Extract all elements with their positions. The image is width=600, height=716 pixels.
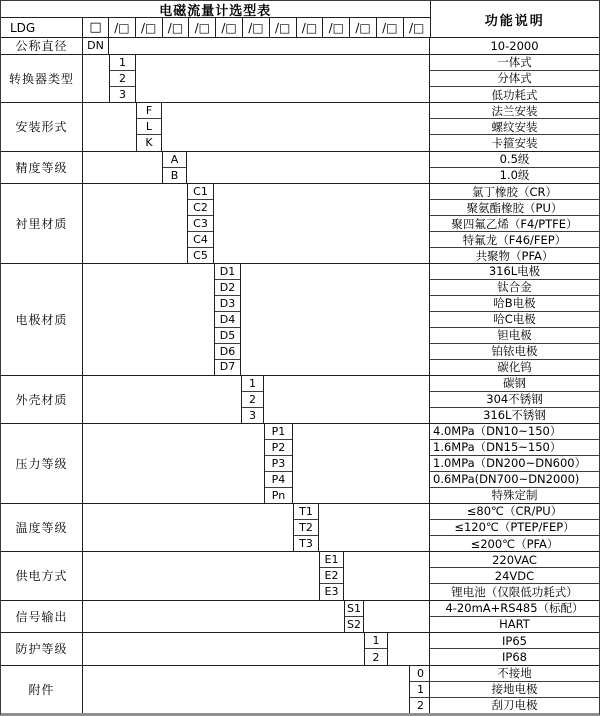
code-cell: C3 <box>188 216 213 232</box>
value-cell: 螺纹安装 <box>430 119 599 135</box>
code-cell: A <box>163 152 186 168</box>
code-cell: F <box>137 103 161 119</box>
section-installation <box>1 102 599 150</box>
value-cell: IP68 <box>502 650 527 665</box>
value-column <box>429 424 599 503</box>
value-cell: 氯丁橡胶（CR） <box>430 184 599 200</box>
value-cell: 0.6MPa(DN700~DN2000) <box>430 472 599 488</box>
section-signal-output <box>1 600 599 633</box>
code-slot: /□ <box>216 18 243 37</box>
category-label: 衬里材质 <box>1 184 83 263</box>
category-label: 转换器类型 <box>1 55 83 102</box>
value-cell: 聚氨酯橡胶（PU） <box>430 200 599 216</box>
filler <box>241 264 429 375</box>
value-cell: ≤200℃（PFA） <box>470 536 559 551</box>
value-cell: ≤80℃（CR/PU） <box>430 504 599 520</box>
value-cell: 4-20mA+RS485（标配） <box>430 601 599 617</box>
value-cell: 共聚物（PFA） <box>475 248 554 263</box>
value-cell: 一体式 <box>430 55 599 71</box>
spacer <box>83 55 109 102</box>
code-cell: 2 <box>242 392 263 408</box>
code-cell: 1 <box>410 682 431 698</box>
spacer <box>83 633 364 665</box>
section-lining-material <box>1 183 599 263</box>
code-cell: E1 <box>320 552 343 568</box>
spacer <box>83 152 162 184</box>
code-column <box>162 152 187 184</box>
band-grid <box>83 38 429 54</box>
value-cell: 钽电极 <box>430 328 599 344</box>
code-cell: D2 <box>215 280 240 296</box>
value-cell: IP65 <box>430 633 599 649</box>
code-cell: 3 <box>119 88 126 102</box>
code-column <box>136 103 162 150</box>
band-grid <box>83 666 429 713</box>
code-slot: /□ <box>377 18 404 37</box>
filler <box>364 601 429 633</box>
category-label: 电极材质 <box>1 264 83 375</box>
value-cell: 24VDC <box>430 568 599 584</box>
code-column <box>187 184 214 263</box>
code-cell: L <box>137 119 161 135</box>
value-cell: 10-2000 <box>490 38 539 53</box>
value-column <box>429 152 599 184</box>
code-slot: /□ <box>408 20 425 35</box>
code-cell: B <box>170 168 179 182</box>
code-cell: T2 <box>294 520 318 536</box>
filler <box>264 376 429 423</box>
code-cell: D1 <box>215 264 240 280</box>
code-cell: P2 <box>265 440 292 456</box>
filler <box>214 184 429 263</box>
code-cell: P4 <box>265 472 292 488</box>
code-slot: /□ <box>350 18 377 37</box>
value-cell: 特氟龙（F46/FEP） <box>430 232 599 248</box>
category-label: 安装形式 <box>1 103 83 150</box>
value-cell: 接地电极 <box>430 682 599 698</box>
value-cell: ≤120℃（PTEP/FEP） <box>430 520 599 536</box>
code-cell: 0 <box>410 666 431 682</box>
code-cell: D3 <box>215 296 240 312</box>
spacer <box>83 264 214 375</box>
section-housing-material <box>1 375 599 423</box>
filler <box>136 55 429 102</box>
value-cell: 钛合金 <box>430 280 599 296</box>
value-cell: 分体式 <box>430 71 599 87</box>
value-cell: 碳化钨 <box>497 360 532 374</box>
category-label: 公称直径 <box>1 38 83 54</box>
code-cell: D7 <box>219 360 236 374</box>
code-cell: D6 <box>215 344 240 360</box>
value-column <box>429 666 599 713</box>
spacer <box>83 424 264 503</box>
value-cell: 特殊定制 <box>491 488 538 503</box>
code-slot: /□ <box>109 18 136 37</box>
code-column <box>109 55 136 102</box>
band-grid <box>83 55 429 102</box>
code-slot: /□ <box>323 18 350 37</box>
value-column <box>429 504 599 551</box>
page-title: 电磁流量计选型表 <box>1 1 430 18</box>
code-slot: /□ <box>270 18 297 37</box>
spacer <box>83 504 293 551</box>
code-column <box>409 666 431 713</box>
code-slot: /□ <box>297 18 324 37</box>
section-accuracy <box>1 151 599 184</box>
band-grid <box>83 601 429 633</box>
value-cell: 哈B电极 <box>430 296 599 312</box>
dn-code-box: □ <box>83 18 109 37</box>
code-cell: 1 <box>242 376 263 392</box>
section-electrode-material <box>1 263 599 375</box>
value-cell: 锂电池（仅限低功耗式） <box>451 584 578 599</box>
section-pressure-rating <box>1 423 599 503</box>
category-label: 供电方式 <box>1 552 83 599</box>
spacer <box>83 666 409 713</box>
value-cell: 法兰安装 <box>430 103 599 119</box>
category-label: 信号输出 <box>1 601 83 633</box>
code-cell: E2 <box>320 568 343 584</box>
value-column <box>429 601 599 633</box>
header-left <box>1 1 430 37</box>
value-cell: 不接地 <box>430 666 599 682</box>
category-label: 精度等级 <box>1 152 83 184</box>
value-cell: 1.6MPa（DN15~150） <box>430 440 599 456</box>
value-cell: 聚四氟乙烯（F4/PTFE） <box>430 216 599 232</box>
value-cell: 1.0MPa（DN200~DN600） <box>430 456 599 472</box>
function-column-header: 功能说明 <box>430 1 599 37</box>
code-column <box>214 264 241 375</box>
code-cell: S1 <box>345 601 363 617</box>
code-cell: 2 <box>110 71 135 87</box>
code-cell: 1 <box>110 55 135 71</box>
value-cell: HART <box>499 617 530 632</box>
code-cell: C5 <box>193 249 208 262</box>
value-cell: 220VAC <box>430 552 599 568</box>
value-cell: 1.0级 <box>499 168 530 183</box>
value-cell: 316L不锈钢 <box>483 408 546 423</box>
category-label: 附件 <box>1 666 83 713</box>
code-cell: 1 <box>365 633 387 649</box>
section-temperature-rating <box>1 503 599 551</box>
spacer <box>83 376 241 423</box>
value-cell: 316L电极 <box>430 264 599 280</box>
value-cell: 304不锈钢 <box>430 392 599 408</box>
filler <box>109 38 429 54</box>
band-grid <box>83 264 429 375</box>
category-label: 外壳材质 <box>1 376 83 423</box>
model-code-row <box>1 18 430 37</box>
code-cell: D5 <box>215 328 240 344</box>
code-column <box>83 38 109 54</box>
code-column <box>241 376 264 423</box>
value-cell: 4.0MPa（DN10~150） <box>430 424 599 440</box>
spacer <box>83 601 344 633</box>
band-grid <box>83 184 429 263</box>
code-column <box>344 601 364 633</box>
category-label: 防护等级 <box>1 633 83 665</box>
code-cell: 3 <box>249 408 256 422</box>
value-column <box>429 38 599 54</box>
band-grid <box>83 152 429 184</box>
code-slot: /□ <box>189 18 216 37</box>
band-grid <box>83 424 429 503</box>
section-nominal-diameter <box>1 38 599 54</box>
code-cell: C4 <box>188 232 213 248</box>
value-column <box>429 184 599 263</box>
code-slot: /□ <box>163 18 190 37</box>
filler <box>293 424 429 503</box>
code-slot: /□ <box>136 18 163 37</box>
filler <box>187 152 429 184</box>
code-cell: S2 <box>347 617 361 631</box>
band-grid <box>83 376 429 423</box>
value-cell: 铂铱电极 <box>430 344 599 360</box>
value-cell: 低功耗式 <box>491 87 538 102</box>
value-column <box>429 633 599 665</box>
value-column <box>429 103 599 150</box>
code-column <box>364 633 388 665</box>
code-cell: D4 <box>215 312 240 328</box>
code-cell: 2 <box>417 698 424 712</box>
band-grid <box>83 633 429 665</box>
code-cell: P3 <box>265 456 292 472</box>
value-cell: 碳钢 <box>430 376 599 392</box>
category-label: 压力等级 <box>1 424 83 503</box>
code-cell: Pn <box>271 488 286 502</box>
section-converter-type <box>1 54 599 102</box>
filler <box>162 103 429 150</box>
value-cell: 0.5级 <box>430 152 599 168</box>
code-cell: 2 <box>372 650 380 664</box>
category-label: 温度等级 <box>1 504 83 551</box>
filler <box>388 633 429 665</box>
value-column <box>429 376 599 423</box>
code-cell: C1 <box>188 184 213 200</box>
section-accessories <box>1 665 599 713</box>
band-grid <box>83 504 429 551</box>
code-cell: P1 <box>265 424 292 440</box>
band-grid <box>83 103 429 150</box>
code-slot: /□ <box>243 18 270 37</box>
code-cell: K <box>145 136 153 150</box>
spacer <box>83 552 319 599</box>
code-cell: T1 <box>294 504 318 520</box>
value-column <box>429 55 599 102</box>
code-column <box>293 504 319 551</box>
filler <box>319 504 429 551</box>
value-column <box>429 264 599 375</box>
value-cell: 哈C电极 <box>430 312 599 328</box>
code-cell: DN <box>87 39 104 53</box>
table-body <box>1 38 599 713</box>
spacer <box>83 184 187 263</box>
filler <box>344 552 429 599</box>
code-cell: T3 <box>299 537 313 551</box>
spacer <box>83 103 136 150</box>
value-cell: 刮刀电极 <box>491 698 538 713</box>
code-cell: C2 <box>188 200 213 216</box>
table-header <box>1 1 599 38</box>
code-column <box>264 424 293 503</box>
value-column <box>429 552 599 599</box>
section-power-supply <box>1 551 599 599</box>
code-column <box>319 552 344 599</box>
model-prefix: LDG <box>1 18 83 37</box>
band-grid <box>83 552 429 599</box>
code-slots <box>109 18 430 37</box>
code-cell: E3 <box>324 585 339 599</box>
section-protection-rating <box>1 632 599 665</box>
value-cell: 卡箍安装 <box>491 135 538 150</box>
